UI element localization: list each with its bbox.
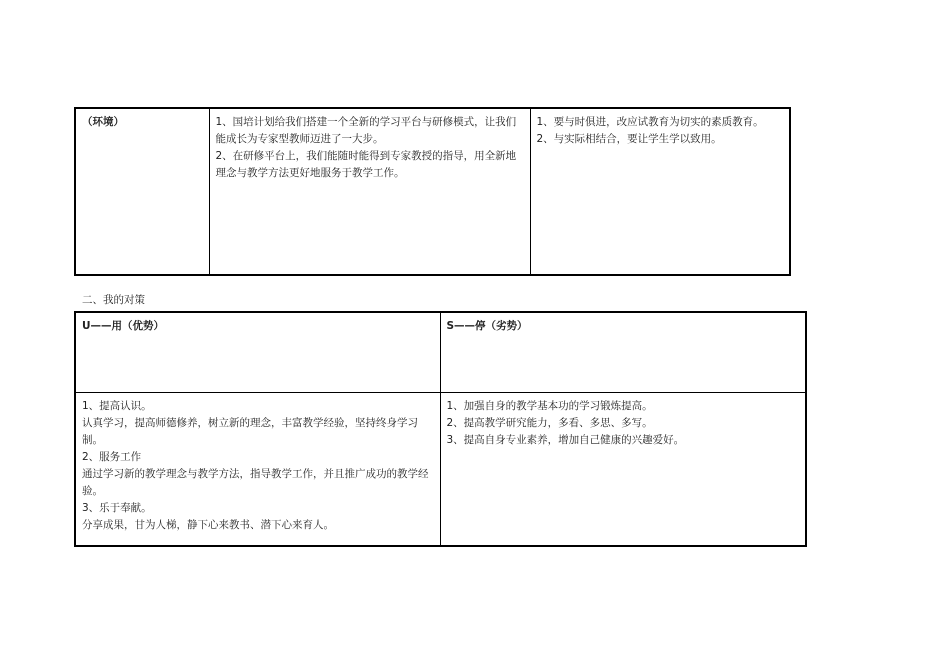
requirement-line-2: 2、与实际相结合，要让学生学以致用。 bbox=[536, 133, 722, 145]
opportunity-line-1: 1、国培计划给我们搭建一个全新的学习平台与研修模式，让我们能成长为专家型教师迈进了一大步。 bbox=[215, 116, 517, 145]
weakness-line-1: 1、加强自身的教学基本功的学习锻炼提高。 bbox=[446, 400, 653, 412]
strength-line-6: 分享成果，甘为人梯，静下心来教书、潜下心来育人。 bbox=[82, 519, 334, 531]
strength-line-5: 3、乐于奉献。 bbox=[82, 502, 152, 514]
strengths-header-cell bbox=[75, 312, 440, 393]
environment-label: （环境） bbox=[82, 116, 124, 128]
section-title: 二、我的对策 bbox=[82, 294, 145, 306]
strength-line-4: 通过学习新的教学理念与教学方法，指导教学工作，并且推广成功的教学经验。 bbox=[82, 468, 429, 497]
environment-table bbox=[74, 107, 791, 276]
strategy-table bbox=[74, 311, 807, 547]
strength-line-2: 认真学习，提高师德修养，树立新的理念，丰富教学经验，坚持终身学习制。 bbox=[82, 417, 418, 446]
weakness-line-2: 2、提高教学研究能力，多看、多思、多写。 bbox=[446, 417, 653, 429]
strength-line-3: 2、服务工作 bbox=[82, 451, 142, 463]
weaknesses-header: S——停（劣势） bbox=[446, 320, 528, 332]
strengths-header: U——用（优势） bbox=[82, 320, 165, 332]
requirement-line-1: 1、要与时俱进，改应试教育为切实的素质教育。 bbox=[536, 116, 764, 128]
requirement-cell bbox=[530, 108, 790, 275]
strength-line-1: 1、提高认识。 bbox=[82, 400, 152, 412]
environment-label-cell bbox=[75, 108, 209, 275]
opportunity-line-2: 2、在研修平台上，我们能随时能得到专家教授的指导，用全新地理念与教学方法更好地服务于教学工作。 bbox=[215, 150, 517, 179]
weaknesses-header-cell bbox=[440, 312, 806, 393]
weaknesses-content-cell bbox=[440, 393, 806, 547]
weakness-line-3: 3、提高自身专业素养，增加自己健康的兴趣爱好。 bbox=[446, 434, 685, 446]
opportunity-cell bbox=[209, 108, 530, 275]
strengths-content-cell bbox=[75, 393, 440, 547]
